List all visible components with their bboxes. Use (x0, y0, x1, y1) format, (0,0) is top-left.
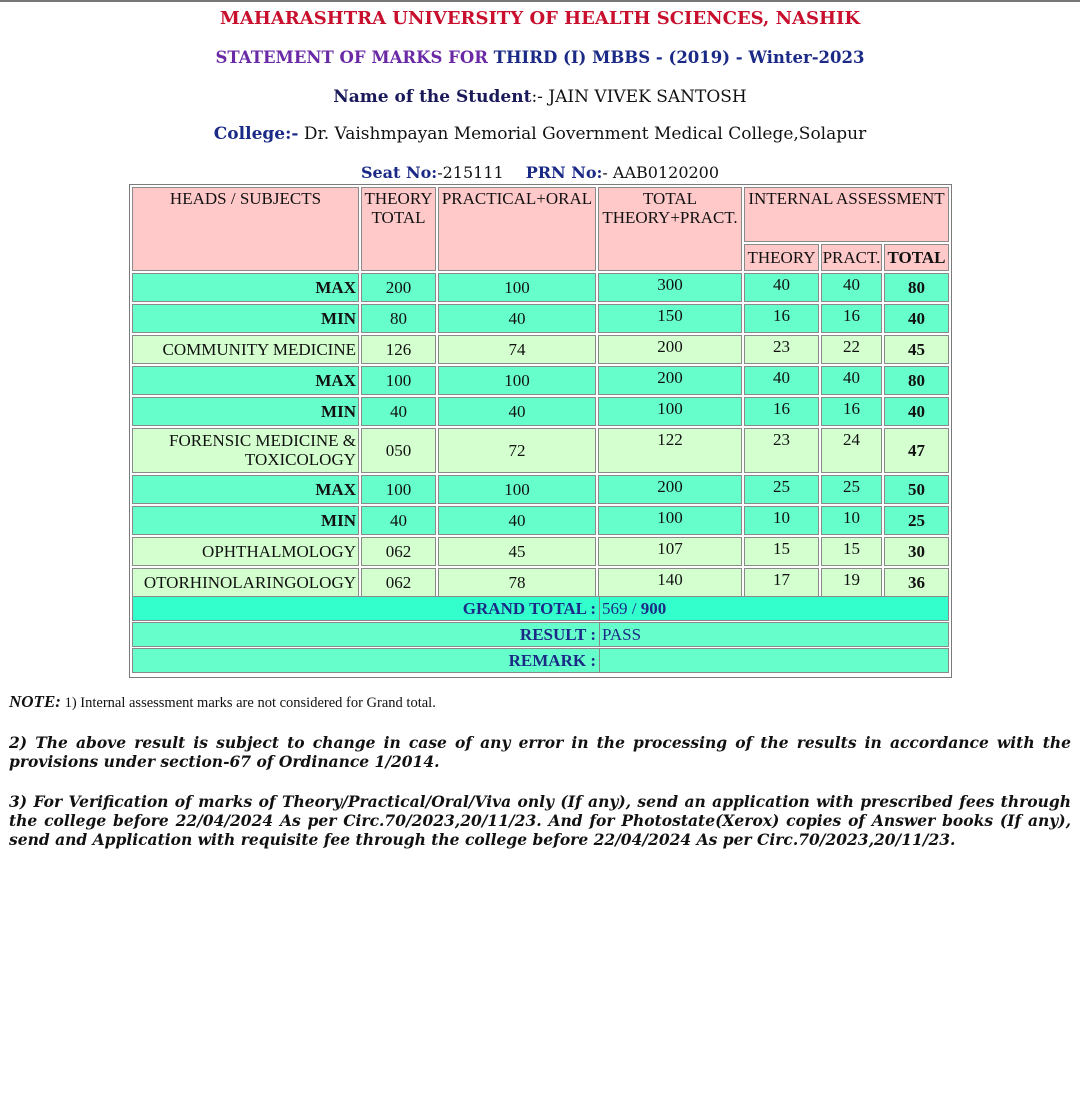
grand-total-value (602, 599, 666, 619)
col-head-ia-theory: THEORY (744, 244, 819, 271)
cell-practical: 100 (438, 273, 596, 302)
seat-value: -215111 (437, 163, 504, 182)
col-head-total: TOTAL THEORY+PRACT. (598, 187, 742, 271)
cell-ia-total: 40 (884, 397, 949, 426)
cell-ia-total: 47 (884, 428, 949, 473)
remark-row (132, 648, 949, 673)
cell-ia-total: 50 (884, 475, 949, 504)
cell-ia-total: 40 (884, 304, 949, 333)
subject-name: FORENSIC MEDICINE & TOXICOLOGY (132, 428, 359, 473)
college-name: Dr. Vaishmpayan Memorial Government Medical College,Solapur (298, 124, 867, 144)
row-label-min: MIN (132, 304, 359, 333)
cell-ia-pract: 25 (821, 475, 882, 504)
cell-ia-total: 30 (884, 537, 949, 566)
cell-total: 100 (598, 506, 742, 535)
seat-prn-line (0, 163, 1080, 182)
cell-practical: 74 (438, 335, 596, 364)
cell-ia-theory: 10 (744, 506, 819, 535)
cell-practical: 40 (438, 506, 596, 535)
cell-theory: 40 (361, 506, 436, 535)
cell-theory: 100 (361, 475, 436, 504)
grand-total-max: 900 (640, 599, 667, 618)
result-row (132, 622, 949, 647)
cell-ia-pract: 22 (821, 335, 882, 364)
student-label: Name of the Student (333, 87, 532, 107)
student-name: JAIN VIVEK SANTOSH (548, 87, 747, 107)
student-sep: :- (531, 87, 549, 107)
cell-practical: 78 (438, 568, 596, 597)
prn-value: - AAB0120200 (602, 163, 720, 182)
cell-theory: 40 (361, 397, 436, 426)
statement-prefix: STATEMENT OF MARKS FOR (215, 48, 494, 67)
cell-ia-theory: 40 (744, 366, 819, 395)
result-label: RESULT : (519, 625, 596, 644)
cell-ia-total: 36 (884, 568, 949, 597)
marks-table (129, 184, 952, 678)
cell-theory: 126 (361, 335, 436, 364)
cell-total: 200 (598, 366, 742, 395)
cell-ia-pract: 16 (821, 304, 882, 333)
col-head-subjects: HEADS / SUBJECTS (132, 187, 359, 271)
cell-practical: 45 (438, 537, 596, 566)
note-3: 3) For Verification of marks of Theory/Practical/Oral/Viva only (If any), send an application with prescribed fees through the college before 22/04/2024 As per Circ.70/2023,20/11/23. And for Photostate(Xerox) copies of Answer books (If any), send and Application with requisite fee through the college before 22/04/2024 As per Circ.70/2023,20/11/23. (9, 792, 1071, 849)
cell-ia-total: 80 (884, 273, 949, 302)
cell-ia-pract: 15 (821, 537, 882, 566)
college-line (0, 124, 1080, 144)
cell-theory: 200 (361, 273, 436, 302)
top-divider (0, 0, 1080, 2)
row-label-max: MAX (132, 475, 359, 504)
subject-name: OPHTHALMOLOGY (132, 537, 359, 566)
row-label-max: MAX (132, 366, 359, 395)
cell-ia-theory: 40 (744, 273, 819, 302)
row-label-min: MIN (132, 397, 359, 426)
col-head-practical: PRACTICAL+ORAL (438, 187, 596, 271)
prn-label: PRN No: (525, 163, 603, 182)
cell-ia-theory: 16 (744, 397, 819, 426)
cell-practical: 40 (438, 304, 596, 333)
statement-title (0, 48, 1080, 67)
cell-ia-theory: 23 (744, 335, 819, 364)
subject-name: COMMUNITY MEDICINE (132, 335, 359, 364)
cell-practical: 40 (438, 397, 596, 426)
cell-theory: 062 (361, 537, 436, 566)
statement-course: THIRD (I) MBBS - (2019) - Winter-2023 (493, 48, 865, 67)
cell-ia-theory: 17 (744, 568, 819, 597)
note-1 (9, 692, 436, 712)
col-head-theory: THEORY TOTAL (361, 187, 436, 271)
cell-practical: 100 (438, 475, 596, 504)
cell-total: 150 (598, 304, 742, 333)
grand-total-label: GRAND TOTAL : (462, 599, 596, 618)
cell-ia-total: 25 (884, 506, 949, 535)
cell-total: 200 (598, 335, 742, 364)
cell-total: 300 (598, 273, 742, 302)
cell-ia-theory: 23 (744, 428, 819, 473)
row-label-max: MAX (132, 273, 359, 302)
cell-total: 100 (598, 397, 742, 426)
grand-total-obtained: 569 (602, 599, 628, 618)
result-value: PASS (602, 625, 642, 644)
cell-ia-pract: 10 (821, 506, 882, 535)
grand-total-sep: / (627, 599, 641, 618)
cell-ia-pract: 40 (821, 366, 882, 395)
note-2: 2) The above result is subject to change in case of any error in the processing of the results in accordance with the provisions under section-67 of Ordinance 1/2014. (9, 733, 1071, 771)
cell-ia-total: 80 (884, 366, 949, 395)
cell-practical: 100 (438, 366, 596, 395)
cell-theory: 062 (361, 568, 436, 597)
cell-practical: 72 (438, 428, 596, 473)
cell-theory: 80 (361, 304, 436, 333)
cell-total: 107 (598, 537, 742, 566)
college-label: College:- (213, 124, 299, 144)
cell-ia-pract: 40 (821, 273, 882, 302)
cell-total: 122 (598, 428, 742, 473)
note-label: NOTE: (9, 692, 61, 711)
cell-ia-theory: 16 (744, 304, 819, 333)
note-1-text: 1) Internal assessment marks are not considered for Grand total. (60, 695, 436, 711)
seat-label: Seat No: (360, 163, 438, 182)
student-line (0, 87, 1080, 107)
university-title: MAHARASHTRA UNIVERSITY OF HEALTH SCIENCES, NASHIK (219, 8, 861, 29)
cell-ia-pract: 19 (821, 568, 882, 597)
cell-ia-theory: 15 (744, 537, 819, 566)
col-head-internal: INTERNAL ASSESSMENT (744, 187, 949, 242)
row-label-min: MIN (132, 506, 359, 535)
cell-total: 140 (598, 568, 742, 597)
cell-ia-pract: 16 (821, 397, 882, 426)
cell-theory: 100 (361, 366, 436, 395)
remark-label: REMARK : (508, 651, 596, 670)
cell-ia-pract: 24 (821, 428, 882, 473)
cell-theory: 050 (361, 428, 436, 473)
grand-total-row (132, 596, 949, 621)
cell-ia-total: 45 (884, 335, 949, 364)
cell-ia-theory: 25 (744, 475, 819, 504)
col-head-ia-pract: PRACT. (821, 244, 882, 271)
cell-total: 200 (598, 475, 742, 504)
subject-name: OTORHINOLARINGOLOGY (132, 568, 359, 597)
col-head-ia-total: TOTAL (884, 244, 949, 271)
